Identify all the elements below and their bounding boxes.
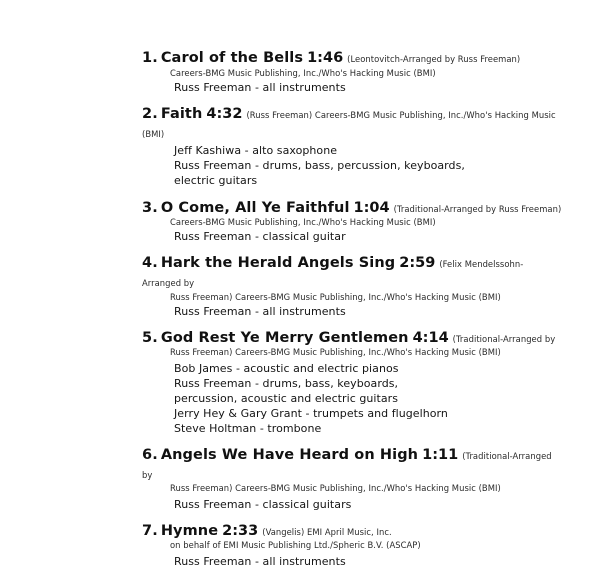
performer-line: electric guitars: [174, 174, 258, 188]
track-credit-block: [170, 347, 562, 358]
performer-line: Russ Freeman - all instruments: [174, 80, 346, 94]
track-heading: [142, 48, 562, 67]
track-performers: [174, 143, 562, 189]
performer-line: Jeff Kashiwa - alto saxophone: [174, 144, 338, 157]
track-title: Hark the Herald Angels Sing: [160, 255, 396, 272]
track-performers: [174, 361, 562, 437]
track-credit-line: Careers-BMG Music Publishing, Inc./Who's Hacking Music (BMI): [170, 67, 436, 78]
performer-line: Russ Freeman - drums, bass, keyboards,: [174, 376, 399, 390]
performer-line: Russ Freeman - classical guitars: [174, 497, 352, 511]
performer-line: Jerry Hey & Gary Grant - trumpets and flugelhorn: [174, 407, 448, 421]
track-number: 3.: [142, 199, 158, 216]
track-credit-block: [170, 483, 562, 494]
tracklist: [142, 48, 562, 578]
track-number: 1.: [142, 50, 158, 66]
performer-line: Russ Freeman - drums, bass, percussion, keyboards,: [174, 159, 465, 173]
track-duration: 1:46: [307, 50, 344, 66]
track-credit-line: Careers-BMG Music Publishing, Inc./Who's Hacking Music (BMI): [170, 217, 436, 228]
track-heading: [142, 253, 562, 290]
track-duration: 4:32: [206, 105, 243, 122]
track-title: Angels We Have Heard on High: [160, 447, 419, 464]
track-title: Hymne: [160, 522, 219, 539]
track-item: [142, 198, 562, 245]
track-number: 6.: [142, 447, 158, 464]
performer-line: Russ Freeman - classical guitar: [174, 230, 346, 244]
track-duration: 1:04: [353, 199, 390, 216]
track-performers: [174, 304, 562, 319]
track-credit-block: [170, 540, 562, 551]
performer-line: percussion, acoustic and electric guitars: [174, 391, 399, 405]
track-duration: 4:14: [412, 329, 449, 346]
track-duration: 2:59: [399, 255, 436, 272]
track-credit-inline: (Russ Freeman) Careers-BMG Music Publishing, Inc./Who's Hacking Music (BMI): [142, 109, 556, 139]
track-number: 2.: [142, 105, 158, 122]
track-credit-line: Russ Freeman) Careers-BMG Music Publishing, Inc./Who's Hacking Music (BMI): [170, 483, 501, 494]
track-credit-line: Russ Freeman) Careers-BMG Music Publishing, Inc./Who's Hacking Music (BMI): [170, 291, 501, 302]
track-item: [142, 48, 562, 95]
track-performers: [174, 229, 562, 244]
track-item: [142, 104, 562, 189]
track-duration: 2:33: [222, 522, 259, 539]
track-performers: [174, 80, 562, 95]
track-duration: 1:11: [422, 447, 459, 464]
track-credit-inline: (Traditional-Arranged by: [142, 451, 552, 481]
track-heading: [142, 328, 562, 347]
track-credit-block: [170, 68, 562, 79]
performer-line: Russ Freeman - all instruments: [174, 304, 346, 318]
track-credit-inline: (Traditional-Arranged by Russ Freeman): [393, 203, 562, 214]
track-credit-line: on behalf of EMI Music Publishing Ltd./Spheric B.V. (ASCAP): [170, 540, 421, 551]
track-heading: [142, 445, 562, 482]
track-credit-inline: (Felix Mendelssohn-Arranged by: [142, 259, 524, 289]
track-heading: [142, 104, 562, 141]
track-credit-inline: (Traditional-Arranged by: [452, 333, 556, 344]
track-item: [142, 445, 562, 511]
track-item: [142, 253, 562, 318]
track-title: God Rest Ye Merry Gentlemen: [160, 329, 409, 346]
track-item: [142, 521, 562, 569]
track-heading: [142, 521, 562, 540]
track-number: 7.: [142, 522, 158, 539]
track-performers: [174, 497, 562, 512]
track-number: 5.: [142, 329, 158, 346]
track-item: [142, 328, 562, 437]
track-credit-line: Russ Freeman) Careers-BMG Music Publishing, Inc./Who's Hacking Music (BMI): [170, 347, 501, 358]
track-number: 4.: [142, 255, 158, 272]
performer-line: Steve Holtman - trombone: [174, 422, 322, 436]
track-credit-block: [170, 292, 562, 303]
track-credit-block: [170, 217, 562, 228]
track-heading: [142, 198, 562, 217]
track-credit-inline: (Leontovitch-Arranged by Russ Freeman): [347, 54, 521, 64]
track-title: O Come, All Ye Faithful: [160, 199, 350, 216]
track-performers: [174, 554, 562, 569]
track-title: Faith: [160, 105, 203, 122]
performer-line: Bob James - acoustic and electric pianos: [174, 361, 399, 375]
track-title: Carol of the Bells: [160, 50, 304, 66]
performer-line: Russ Freeman - all instruments: [174, 554, 346, 568]
track-credit-inline: (Vangelis) EMI April Music, Inc.: [262, 526, 392, 537]
